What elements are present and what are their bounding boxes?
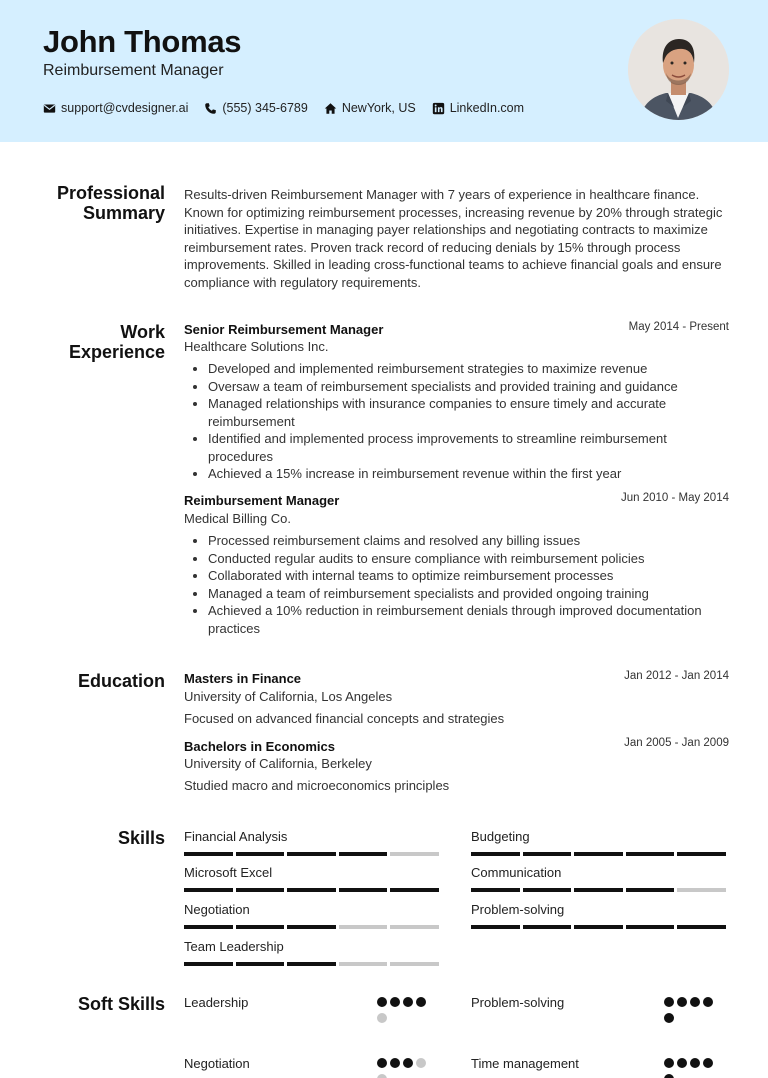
skill-level-segment xyxy=(574,852,623,856)
skill-item xyxy=(184,939,442,966)
education-date: Jan 2012 - Jan 2014 xyxy=(624,670,729,682)
list-item: Managed a team of reimbursement specialists and provided ongoing training xyxy=(208,585,728,603)
list-item: Developed and implemented reimbursement strategies to maximize revenue xyxy=(208,360,728,378)
skill-level-segment xyxy=(523,925,572,929)
skill-level-segment xyxy=(236,852,285,856)
soft-skill-dot xyxy=(664,1013,674,1023)
experience-heading xyxy=(40,322,165,362)
education-heading: Education xyxy=(77,671,165,691)
skill-name: Budgeting xyxy=(471,829,530,844)
list-item: Achieved a 10% reduction in reimbursement denials through improved documentation practices xyxy=(208,602,728,637)
skills-heading: Skills xyxy=(117,828,165,848)
skill-level-segment xyxy=(236,925,285,929)
experience-heading-line1: Work xyxy=(120,322,165,342)
soft-skill-dot xyxy=(690,1058,700,1068)
skill-level-segment xyxy=(626,888,675,892)
soft-skill-dot xyxy=(377,1058,387,1068)
soft-skill-dot xyxy=(403,1058,413,1068)
resume-header xyxy=(0,0,768,142)
soft-skill-dot xyxy=(416,997,426,1007)
degree-title: Masters in Finance xyxy=(184,671,302,686)
soft-skill-dot xyxy=(664,997,674,1007)
skill-level-segment xyxy=(339,852,388,856)
skill-level-segment xyxy=(184,852,233,856)
skill-level-segment xyxy=(287,962,336,966)
job-date: May 2014 - Present xyxy=(628,321,729,333)
skill-item xyxy=(184,865,442,892)
skill-level-segment xyxy=(677,925,726,929)
list-item: Managed relationships with insurance companies to ensure timely and accurate reimbursement xyxy=(208,395,728,430)
soft-skill-dot xyxy=(377,997,387,1007)
soft-skill-name: Time management xyxy=(471,1056,579,1071)
soft-skill-name: Negotiation xyxy=(184,1056,250,1071)
skill-name: Microsoft Excel xyxy=(184,865,273,880)
skill-level-segment xyxy=(471,888,520,892)
skill-level-segment xyxy=(574,888,623,892)
soft-skills-heading: Soft Skills xyxy=(77,994,165,1014)
soft-skill-dot xyxy=(377,1074,387,1078)
skill-level-bar xyxy=(184,925,442,929)
skill-level-segment xyxy=(287,852,336,856)
skill-level-segment xyxy=(523,888,572,892)
skill-level-bar xyxy=(184,962,442,966)
skill-level-bar xyxy=(471,888,729,892)
profile-photo xyxy=(628,19,729,120)
job-bullets xyxy=(208,532,728,637)
soft-skill-dots xyxy=(664,1058,728,1078)
skill-level-bar xyxy=(471,925,729,929)
soft-skill-dot xyxy=(664,1058,674,1068)
skill-level-segment xyxy=(184,925,233,929)
skill-name: Negotiation xyxy=(184,902,250,917)
home-icon xyxy=(324,102,337,115)
education-date: Jan 2005 - Jan 2009 xyxy=(624,737,729,749)
skill-level-segment xyxy=(677,888,726,892)
job-title: Senior Reimbursement Manager xyxy=(184,322,384,337)
skill-item xyxy=(471,902,729,929)
skill-item xyxy=(471,829,729,856)
email-text: support@cvdesigner.ai xyxy=(61,101,189,115)
list-item: Collaborated with internal teams to optimize reimbursement processes xyxy=(208,567,728,585)
list-item: Achieved a 15% increase in reimbursement revenue within the first year xyxy=(208,465,728,483)
soft-skill-dot xyxy=(390,1058,400,1068)
skill-level-segment xyxy=(339,962,388,966)
skill-name: Communication xyxy=(471,865,562,880)
education-description: Focused on advanced financial concepts and strategies xyxy=(184,711,505,726)
job-date: Jun 2010 - May 2014 xyxy=(620,492,729,504)
soft-skill-dot xyxy=(677,1058,687,1068)
soft-skill-dot xyxy=(677,997,687,1007)
skill-name: Team Leadership xyxy=(184,939,284,954)
skill-level-segment xyxy=(390,962,439,966)
job-bullets xyxy=(208,360,728,483)
linkedin-icon xyxy=(432,102,445,115)
school-name: University of California, Berkeley xyxy=(184,756,372,771)
skill-level-segment xyxy=(574,925,623,929)
phone-icon xyxy=(204,102,217,115)
skill-level-bar xyxy=(471,852,729,856)
skill-level-bar xyxy=(184,852,442,856)
candidate-name: John Thomas xyxy=(43,24,242,59)
list-item: Identified and implemented process improvements to streamline reimbursement procedures xyxy=(208,430,728,465)
skill-level-segment xyxy=(236,962,285,966)
skill-level-segment xyxy=(390,925,439,929)
candidate-title: Reimbursement Manager xyxy=(43,62,224,79)
skill-level-segment xyxy=(677,852,726,856)
list-item: Processed reimbursement claims and resolved any billing issues xyxy=(208,532,728,550)
location-text: NewYork, US xyxy=(341,101,416,115)
skill-name: Problem-solving xyxy=(471,902,565,917)
summary-heading-line2: Summary xyxy=(82,203,165,223)
contact-email[interactable] xyxy=(43,101,188,115)
skill-level-segment xyxy=(523,852,572,856)
soft-skill-dot xyxy=(664,1074,674,1078)
phone-text: (555) 345-6789 xyxy=(222,101,308,115)
soft-skill-dot xyxy=(690,997,700,1007)
skill-item xyxy=(184,829,442,856)
skill-level-segment xyxy=(626,925,675,929)
skill-level-segment xyxy=(287,888,336,892)
contact-location xyxy=(324,101,416,115)
summary-text: Results-driven Reimbursement Manager with 7 years of experience in healthcare finance. Known for optimizing reimbursement processes, increasing revenue by 20% through strategic initiatives. Expertise in managing payer relationships and negotiating contracts to maximize reimbursement rates. Proven track record of reducing denials by 15% through process improvements. Skilled in leading cross-functional teams to achieve financial goals and ensure compliance with regulatory requirements. xyxy=(184,187,723,290)
soft-skill-dots xyxy=(377,997,441,1029)
contact-row xyxy=(43,101,540,115)
skill-item xyxy=(184,902,442,929)
skill-level-segment xyxy=(184,962,233,966)
contact-phone[interactable] xyxy=(204,101,307,115)
skill-level-bar xyxy=(184,888,442,892)
job-title: Reimbursement Manager xyxy=(184,493,340,508)
linkedin-text: LinkedIn.com xyxy=(449,101,525,115)
skill-level-segment xyxy=(390,852,439,856)
soft-skill-dot xyxy=(416,1058,426,1068)
summary-heading xyxy=(40,183,165,223)
skill-level-segment xyxy=(626,852,675,856)
skill-level-segment xyxy=(339,925,388,929)
soft-skill-name: Leadership xyxy=(184,995,249,1010)
soft-skill-dots xyxy=(377,1058,441,1078)
summary-heading-line1: Professional xyxy=(56,183,165,203)
experience-heading-line2: Experience xyxy=(68,342,165,362)
skill-item xyxy=(471,865,729,892)
degree-title: Bachelors in Economics xyxy=(184,739,335,754)
skill-level-segment xyxy=(471,852,520,856)
soft-skill-dot xyxy=(703,997,713,1007)
job-company: Medical Billing Co. xyxy=(184,511,291,526)
soft-skill-dots xyxy=(664,997,728,1029)
skill-level-segment xyxy=(236,888,285,892)
soft-skill-dot xyxy=(377,1013,387,1023)
contact-linkedin[interactable] xyxy=(432,101,524,115)
soft-skill-dot xyxy=(390,997,400,1007)
list-item: Conducted regular audits to ensure compliance with reimbursement policies xyxy=(208,550,728,568)
list-item: Oversaw a team of reimbursement specialists and provided training and guidance xyxy=(208,378,728,396)
soft-skill-name: Problem-solving xyxy=(471,995,565,1010)
skill-level-segment xyxy=(184,888,233,892)
skill-name: Financial Analysis xyxy=(184,829,288,844)
skill-level-segment xyxy=(390,888,439,892)
education-description: Studied macro and microeconomics principles xyxy=(184,778,450,793)
soft-skill-dot xyxy=(403,997,413,1007)
skill-level-segment xyxy=(287,925,336,929)
skill-level-segment xyxy=(339,888,388,892)
soft-skill-dot xyxy=(703,1058,713,1068)
skill-level-segment xyxy=(471,925,520,929)
job-company: Healthcare Solutions Inc. xyxy=(184,339,329,354)
school-name: University of California, Los Angeles xyxy=(184,689,393,704)
envelope-icon xyxy=(43,102,56,115)
